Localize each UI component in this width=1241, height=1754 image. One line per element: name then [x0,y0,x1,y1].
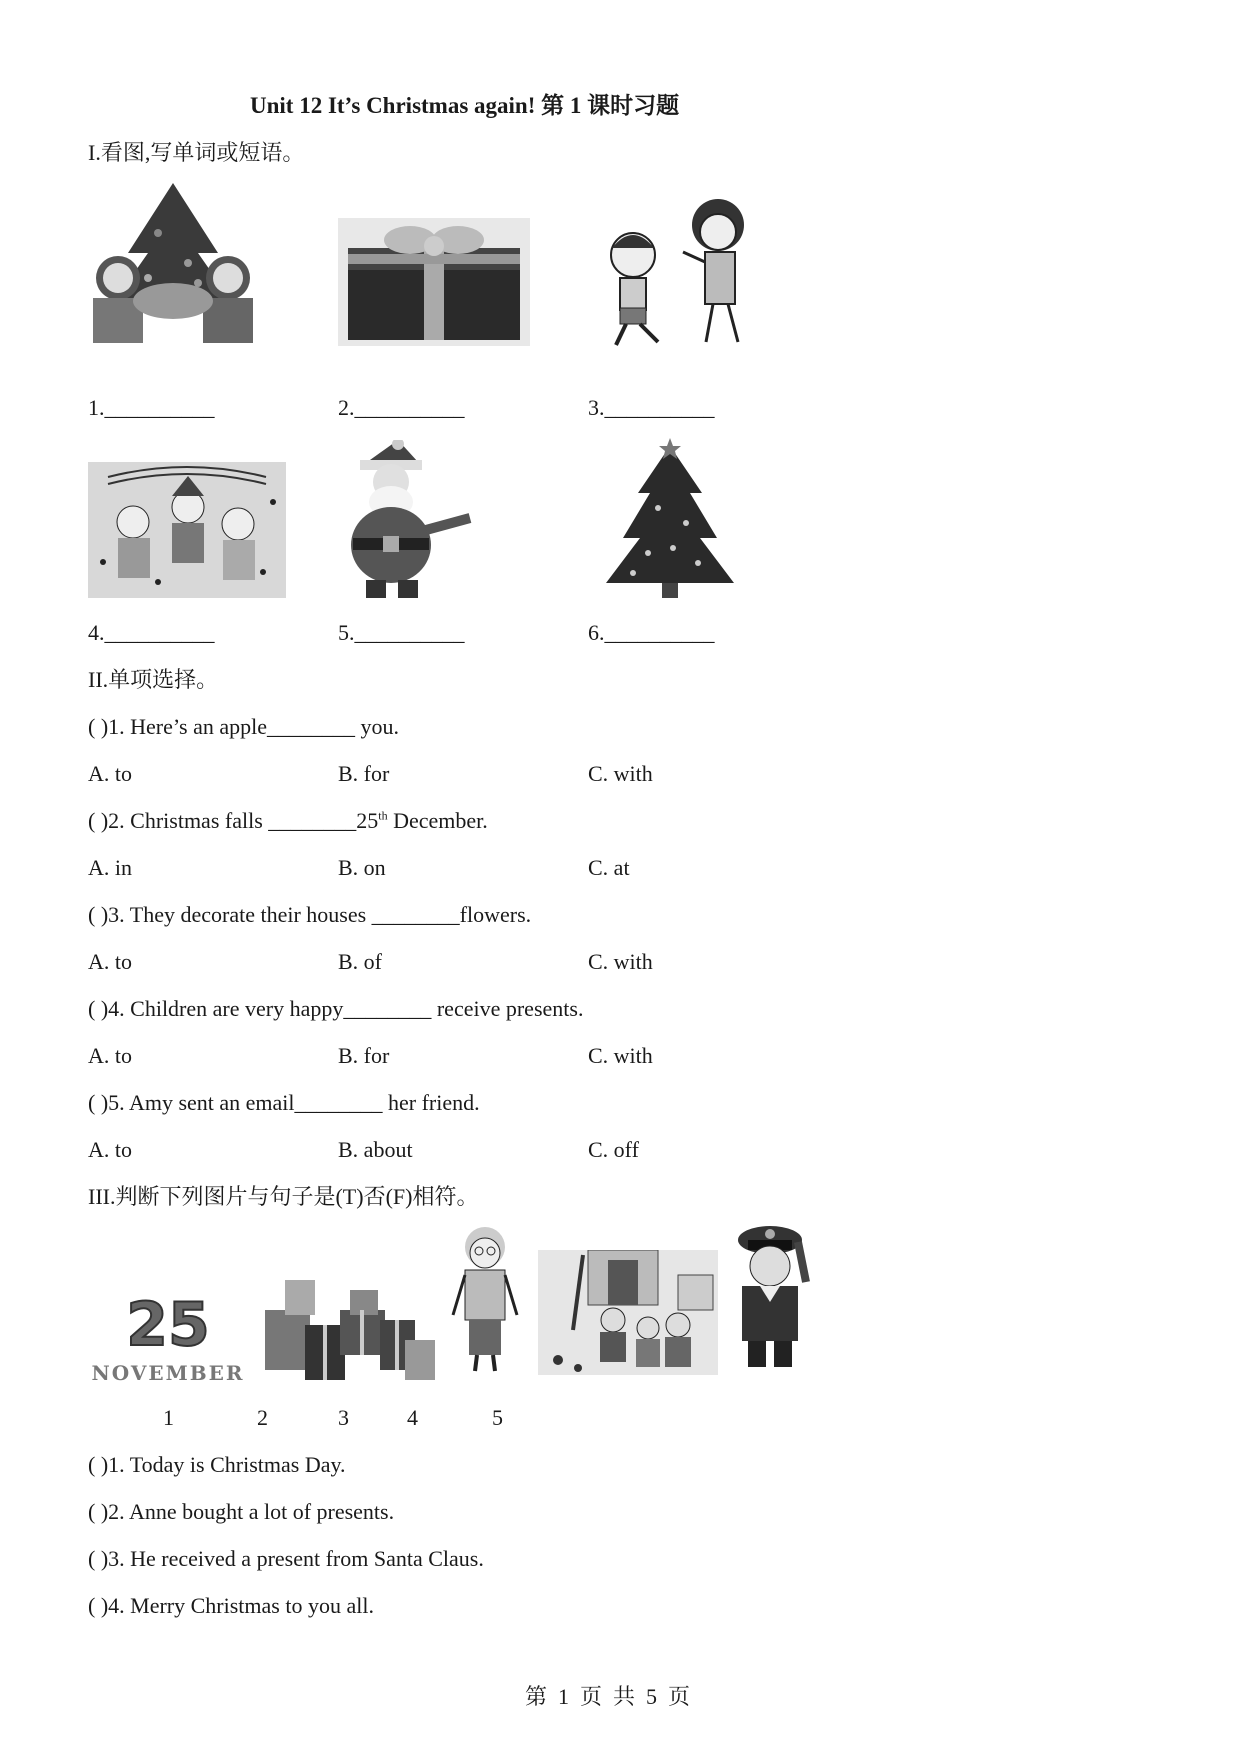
q3-option-c: C. with [588,949,653,974]
calendar-month: NOVEMBER [91,1361,245,1385]
picture-label-4: 4 [407,1405,418,1430]
q3-option-a: A. to [88,949,132,974]
kids-decorating-tree-image [88,183,258,343]
blank-6: 6.__________ [588,620,715,645]
blank-5: 5.__________ [338,620,465,645]
tf-sentence-2: ( )2. Anne bought a lot of presents. [88,1499,395,1524]
q4-option-c: C. with [588,1043,653,1068]
blank-1: 1.__________ [88,395,215,420]
q2-option-c: C. at [588,855,630,880]
question-5: ( )5. Amy sent an email________ her friend. [88,1090,480,1115]
boy-and-woman-image [588,190,783,350]
question-3: ( )3. They decorate their houses ________flowers. [88,902,532,927]
santa-claus-image [338,440,478,602]
question-4: ( )4. Children are very happy________ receive presents. [88,996,584,1021]
q4-option-b: B. for [338,1043,390,1068]
q1-option-c: C. with [588,761,653,786]
family-celebrating-image [538,1250,718,1375]
question-1: ( )1. Here’s an apple________ you. [88,714,399,739]
blank-2: 2.__________ [338,395,465,420]
page-title: Unit 12 It’s Christmas again! 第 1 课时习题 [250,93,680,118]
police-officer-image [728,1222,813,1372]
q5-option-b: B. about [338,1137,413,1162]
section3-heading: III.判断下列图片与句子是(T)否(F)相符。 [88,1184,479,1209]
question-2-stem-end: December. [387,808,488,833]
q5-option-c: C. off [588,1137,639,1162]
pile-of-presents-image [265,1280,435,1385]
calendar-25-november-image [88,1285,248,1385]
picture-label-2: 2 [257,1405,268,1430]
q4-option-a: A. to [88,1043,132,1068]
question-2 [88,808,488,834]
q5-option-a: A. to [88,1137,132,1162]
question-2-superscript: th [378,808,388,823]
blank-3: 3.__________ [588,395,715,420]
picture-label-1: 1 [163,1405,174,1430]
calendar-number: 25 [126,1290,210,1360]
q1-option-a: A. to [88,761,132,786]
picture-label-3: 3 [338,1405,349,1430]
tf-sentence-3: ( )3. He received a present from Santa Claus. [88,1546,484,1571]
gift-box-image [338,218,530,346]
blank-4: 4.__________ [88,620,215,645]
carol-singers-image [88,462,286,598]
section2-heading: II.单项选择。 [88,667,219,692]
picture-label-5: 5 [492,1405,503,1430]
q1-option-b: B. for [338,761,390,786]
q2-option-a: A. in [88,855,132,880]
tf-sentence-1: ( )1. Today is Christmas Day. [88,1452,346,1477]
q2-option-b: B. on [338,855,386,880]
section1-heading: I.看图,写单词或短语。 [88,140,305,165]
question-2-stem: ( )2. Christmas falls ________25 [88,808,379,833]
old-woman-image [445,1225,525,1375]
page-footer: 第 1 页 共 5 页 [525,1684,691,1709]
christmas-tree-image [588,438,753,603]
q3-option-b: B. of [338,949,382,974]
tf-sentence-4: ( )4. Merry Christmas to you all. [88,1593,374,1618]
